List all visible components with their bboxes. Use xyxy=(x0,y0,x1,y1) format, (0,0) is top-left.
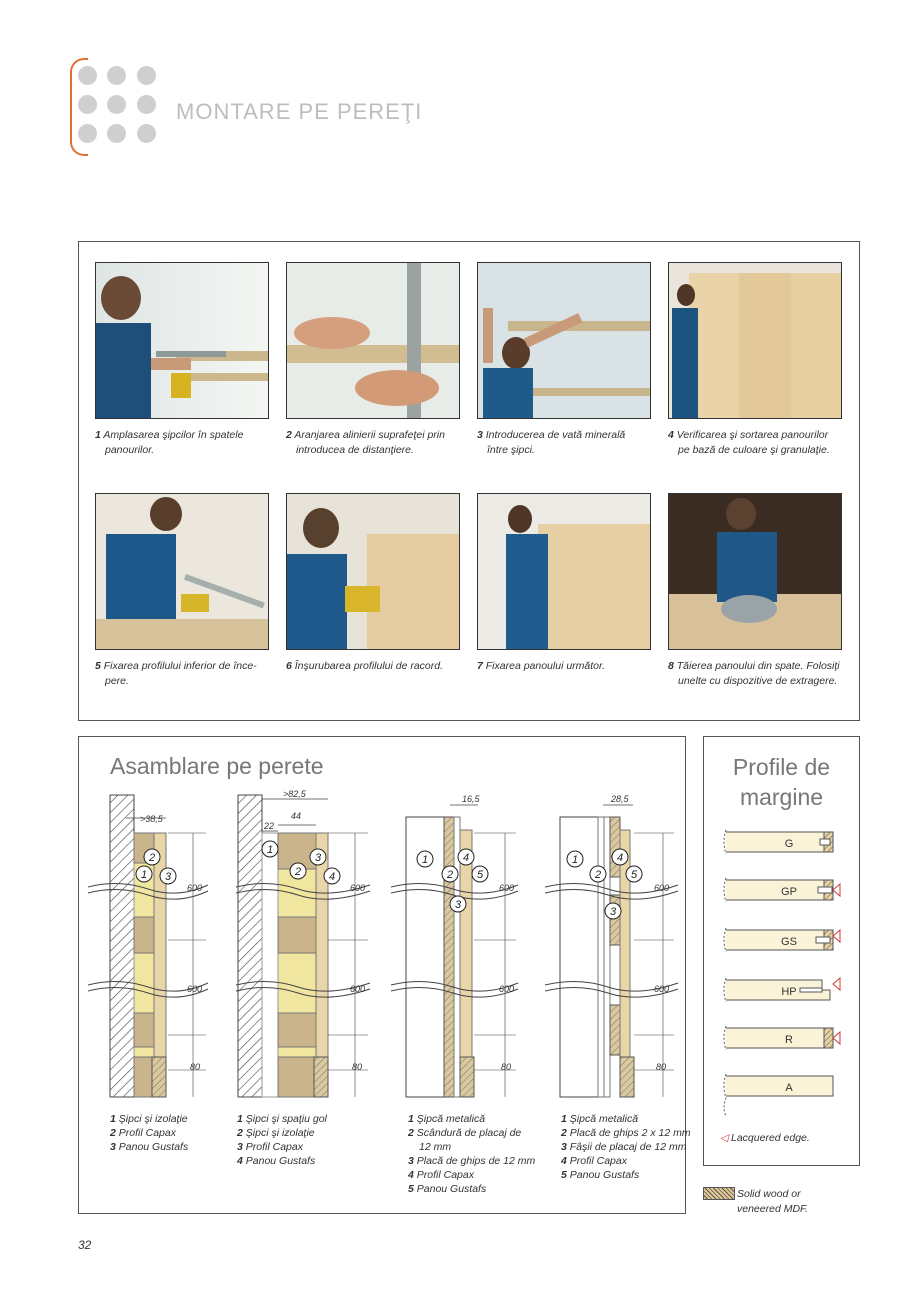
profile-r xyxy=(724,1026,840,1050)
header-dot xyxy=(78,66,97,85)
profile-gs xyxy=(724,928,840,952)
assembly-title: Asamblare pe perete xyxy=(110,753,324,779)
diagram-dimension: 600 xyxy=(187,883,203,893)
header-dot xyxy=(78,124,97,143)
page-number: 32 xyxy=(78,1238,92,1252)
diagram-1 xyxy=(88,795,208,1097)
step-text: între şipci. xyxy=(487,444,535,456)
step-photo-5 xyxy=(95,493,269,650)
legend-item: 3 Placă de ghips de 12 mm xyxy=(408,1155,536,1167)
diagram-callout-number: 1 xyxy=(421,854,429,866)
assembly-diagrams xyxy=(88,785,683,1105)
step-photo-6 xyxy=(286,493,460,650)
profile-hp xyxy=(724,978,840,1002)
diagram-callout-number: 3 xyxy=(454,899,462,911)
step-caption xyxy=(95,428,271,458)
step-photo-2 xyxy=(286,262,460,419)
step-text: Tăierea panoului din spate. Folosiţi xyxy=(676,660,840,672)
profile-label: GS xyxy=(781,936,797,948)
diagram-dimension: 600 xyxy=(350,883,366,893)
step-photo-4 xyxy=(668,262,842,419)
lacquered-edge-icon: ◁ xyxy=(720,1132,729,1144)
diagram-dimension: 600 xyxy=(187,984,203,994)
page-title: MONTARE PE PEREŢI xyxy=(176,99,423,124)
step-text: introducea de distanţiere. xyxy=(296,444,414,456)
step-caption xyxy=(477,428,653,458)
diagram-callout-number: 4 xyxy=(616,852,624,864)
legend-item: 3 Fâşii de placaj de 12 mm xyxy=(561,1141,687,1153)
step-text: Verificarea şi sortarea panourilor xyxy=(676,429,829,441)
step-text: Înşurubarea profilului de racord. xyxy=(294,660,444,672)
diagram-top-dimension: >82,5 xyxy=(283,789,306,799)
legend-item: 12 mm xyxy=(419,1141,452,1153)
diagram-legend-1 xyxy=(110,1112,188,1154)
diagram-callout-number: 2 xyxy=(446,869,454,881)
legend-item: 2 Şipci şi izolaţie xyxy=(237,1127,315,1139)
header-dot xyxy=(78,95,97,114)
legend-item: 2 Profil Capax xyxy=(110,1127,176,1139)
diagram-dimension: 600 xyxy=(499,984,515,994)
diagram-callout-number: 2 xyxy=(294,866,302,878)
profile-label: G xyxy=(784,838,794,850)
diagram-callout-number: 1 xyxy=(266,844,274,856)
diagram-callout-number: 3 xyxy=(164,871,172,883)
legend-item: 4 Panou Gustafs xyxy=(237,1155,316,1167)
diagram-dimension: 600 xyxy=(654,984,670,994)
profile-label: A xyxy=(785,1082,793,1094)
diagram-callout-number: 5 xyxy=(476,869,484,881)
diagram-dimension: 80 xyxy=(190,1062,201,1072)
step-text: Aranjarea alinierii suprafeţei prin xyxy=(294,429,445,441)
step-text: Fixarea panoului următor. xyxy=(485,660,606,672)
diagram-sub-dimension: 22 xyxy=(264,821,275,831)
legend-item: 5 Panou Gustafs xyxy=(408,1183,487,1195)
step-number: 4 xyxy=(668,429,674,441)
diagram-dimension: 600 xyxy=(654,883,670,893)
diagram-top-dimension: 16,5 xyxy=(462,794,480,804)
legend-item: 5 Panou Gustafs xyxy=(561,1169,640,1181)
diagram-4 xyxy=(545,794,678,1097)
step-number: 5 xyxy=(95,660,101,672)
header-dot xyxy=(137,95,156,114)
diagram-dimension: 80 xyxy=(352,1062,363,1072)
lacquered-note: ◁ Lacquered edge. xyxy=(720,1132,810,1144)
diagram-callout-number: 2 xyxy=(148,852,156,864)
profile-g xyxy=(724,830,833,854)
profiles-title xyxy=(703,752,860,812)
diagram-callout-number: 3 xyxy=(609,906,617,918)
header-dot xyxy=(107,124,126,143)
step-photo-8 xyxy=(668,493,842,650)
legend-item: 4 Profil Capax xyxy=(561,1155,627,1167)
header-dot xyxy=(107,95,126,114)
legend-item: 1 Şipci şi spaţiu gol xyxy=(237,1113,327,1125)
legend-item: 4 Profil Capax xyxy=(408,1169,474,1181)
step-number: 3 xyxy=(477,429,483,441)
step-text: unelte cu dispozitive de extragere. xyxy=(678,675,838,687)
step-caption xyxy=(668,659,853,689)
profile-gp xyxy=(724,878,840,902)
diagram-3 xyxy=(391,794,518,1097)
diagram-top-dimension: 28,5 xyxy=(611,794,629,804)
diagram-legend-3 xyxy=(408,1112,535,1196)
step-text: Amplasarea şipcilor în spatele xyxy=(103,429,244,441)
legend-item: 1 Şipci şi izolaţie xyxy=(110,1113,188,1125)
solid-wood-note: Solid wood or veneered MDF. xyxy=(737,1188,809,1215)
step-photo-3 xyxy=(477,262,651,419)
step-text: Fixarea profilului inferior de înce- xyxy=(103,660,257,672)
profiles-title-line: margine xyxy=(739,784,824,810)
diagram-dimension: 80 xyxy=(656,1062,667,1072)
profile-a xyxy=(724,1074,833,1116)
legend-item: 3 Profil Capax xyxy=(237,1141,303,1153)
step-number: 8 xyxy=(668,660,674,672)
header-dot xyxy=(107,66,126,85)
legend-item: 1 Şipcă metalică xyxy=(408,1113,486,1125)
profiles-title-line: Profile de xyxy=(732,754,831,780)
diagram-callout-number: 4 xyxy=(462,852,470,864)
legend-item: 1 Şipcă metalică xyxy=(561,1113,639,1125)
diagram-callout-number: 1 xyxy=(140,869,148,881)
step-text: Introducerea de vată minerală xyxy=(485,429,626,441)
step-text: pe bază de culoare şi granulaţie. xyxy=(678,444,830,456)
diagram-callout-number: 2 xyxy=(594,869,602,881)
diagram-legend-2 xyxy=(237,1112,327,1168)
step-caption xyxy=(286,428,462,458)
diagram-2 xyxy=(236,789,370,1097)
header-dot xyxy=(137,124,156,143)
step-photo-1 xyxy=(95,262,269,419)
profile-drawings xyxy=(712,820,852,1120)
diagram-callout-number: 5 xyxy=(630,869,638,881)
step-caption xyxy=(286,659,462,674)
legend-item: 3 Panou Gustafs xyxy=(110,1141,189,1153)
profile-label: HP xyxy=(781,986,797,998)
step-caption xyxy=(477,659,653,674)
step-text: panourilor. xyxy=(105,444,155,456)
step-text: pere. xyxy=(105,675,129,687)
diagram-dimension: 80 xyxy=(501,1062,512,1072)
legend-item: 2 Placă de ghips 2 x 12 mm xyxy=(561,1127,691,1139)
legend-item: 2 Scândură de placaj de xyxy=(408,1127,522,1139)
diagram-dimension: 600 xyxy=(499,883,515,893)
step-number: 7 xyxy=(477,660,483,672)
diagram-callout-number: 1 xyxy=(571,854,579,866)
profile-label: GP xyxy=(781,886,797,898)
solid-wood-swatch xyxy=(703,1187,735,1200)
profile-label: R xyxy=(785,1034,793,1046)
step-caption xyxy=(668,428,844,458)
diagram-legend-4 xyxy=(561,1112,691,1182)
diagram-dimension: 600 xyxy=(350,984,366,994)
step-number: 6 xyxy=(286,660,292,672)
step-photo-7 xyxy=(477,493,651,650)
header-dot xyxy=(137,66,156,85)
diagram-callout-number: 3 xyxy=(314,852,322,864)
diagram-top-dimension: >38,5 xyxy=(140,814,163,824)
step-caption xyxy=(95,659,271,689)
diagram-sub-dimension: 44 xyxy=(291,811,302,821)
diagram-callout-number: 4 xyxy=(328,871,336,883)
step-number: 2 xyxy=(286,429,292,441)
step-number: 1 xyxy=(95,429,101,441)
